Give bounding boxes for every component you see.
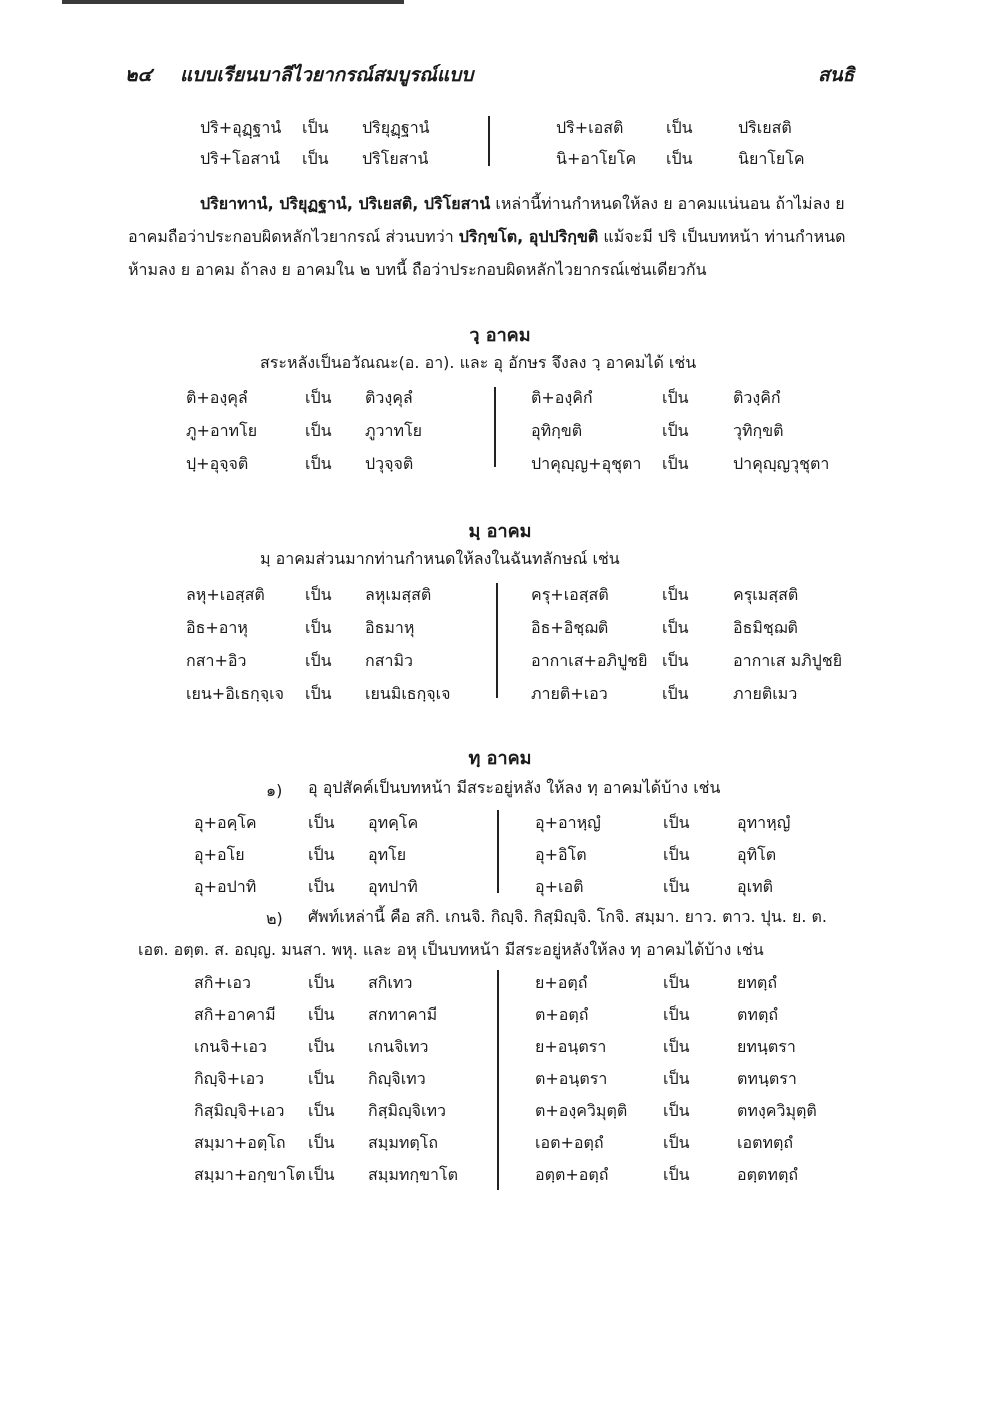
bold-terms: ปริยาทานํ, ปริยุฏฐานํ, ปริเยสติ, ปริโยสานํ [200,194,491,213]
table-cell: เป็น [308,1101,335,1120]
table-row [0,812,1000,842]
table-cell: เกนจิเทว [368,1037,429,1056]
table-cell: ปริเยสติ [738,118,792,137]
table-cell: ครุ+เอสฺสติ [531,585,609,604]
table-cell: เป็น [305,618,332,637]
table-cell: เป็น [663,1133,690,1152]
table-row [0,1164,1000,1194]
section-heading: วฺ อาคม [469,325,531,346]
table-cell: เป็น [305,454,332,473]
table-cell: กสา+อิว [186,651,247,670]
section-intro: มฺ อาคมส่วนมากท่านกำหนดให้ลงในฉันทลักษณ์ เช่น [260,549,620,568]
table-row [0,453,1000,483]
table-cell: ปริโยสานํ [362,149,429,168]
table-row [0,117,1000,147]
table-cell: เป็น [308,1165,335,1184]
text: อาคมถือว่าประกอบผิดหลักไวยากรณ์ ส่วนบทว่า [128,227,459,246]
table-cell: ปริยุฏฺฐานํ [362,118,430,137]
table-cell: อุทิโต [737,845,777,864]
table-cell: กิญฺจิเทว [368,1069,426,1088]
table-cell: ปริ+เอสติ [556,118,624,137]
table-cell: อตฺต+อตฺถํ [535,1165,609,1184]
table-cell: เป็น [302,118,329,137]
page-number: ๒๔ [125,64,152,86]
table-cell: เป็น [308,1069,335,1088]
table-cell: อิธมิชฺฌติ [733,618,798,637]
table-cell: สมฺมทตฺโถ [368,1133,439,1152]
table-cell: สมฺมทกฺขาโต [368,1165,458,1184]
item-text: อุ อุปสัคค์เป็นบทหน้า มีสระอยู่หลัง ให้ลง ทฺ อาคมได้บ้าง เช่น [308,778,721,797]
text: เหล่านี้ท่านกำหนดให้ลง ย อาคมแน่นอน ถ้าไม่ลง ย [490,194,845,213]
table-cell: กิญฺจิ+เอว [194,1069,265,1088]
table-cell: นิยาโยโค [738,149,805,168]
table-row [0,387,1000,417]
table-cell: ยทนฺตรา [737,1037,796,1056]
table-cell: เป็น [662,684,689,703]
table-cell: เป็น [663,973,690,992]
table-cell: ปาคุญฺญ+อุชุตา [531,454,642,473]
table-row [0,972,1000,1002]
table-cell: กิสฺมิญฺจิเทว [368,1101,447,1120]
text: แม้จะมี ปริ เป็นบทหน้า ท่านกำหนด [598,227,846,246]
section-heading: มฺ อาคม [468,521,532,542]
table-cell: เป็น [662,454,689,473]
paragraph-line [200,193,845,215]
table-cell: ภู+อาทโย [186,421,258,440]
table-cell: เป็น [308,845,335,864]
table-cell: ปริ+อุฏฺฐานํ [200,118,282,137]
table-cell: เป็น [302,149,329,168]
table-row [0,584,1000,614]
table-cell: ลหุเมสฺสติ [365,585,432,604]
table-cell: อากาเส มภิปูชยิ [733,651,843,670]
table-cell: อุ+อปาทิ [194,877,257,896]
table-cell: ต+อนฺตรา [535,1069,608,1088]
table-cell: เป็น [662,651,689,670]
table-cell: สกทาคามี [368,1005,438,1024]
table-cell: สมฺมา+อตฺโถ [194,1133,286,1152]
table-cell: อุทิกฺขติ [531,421,583,440]
table-cell: ครุเมสฺสติ [733,585,799,604]
table-cell: ติวงฺคุลํ [365,388,413,407]
table-cell: ตทงฺควิมุตฺติ [737,1101,817,1120]
paragraph-line [128,226,846,248]
section-name: สนธิ [818,64,855,86]
table-cell: เป็น [305,388,332,407]
table-cell: อุ+อิโต [535,845,587,864]
table-cell: ปริ+โอสานํ [200,149,281,168]
table-cell: ย+อตฺถํ [535,973,588,992]
table-cell: สกิ+อาคามี [194,1005,276,1024]
table-cell: เป็น [663,877,690,896]
table-cell: สกิ+เอว [194,973,251,992]
table-cell: อากาเส+อภิปูชยิ [531,651,648,670]
table-row [0,844,1000,874]
table-cell: เป็น [666,149,693,168]
table-cell: อุทโย [368,845,407,864]
table-cell: ภูวาทโย [365,421,423,440]
table-cell: เป็น [666,118,693,137]
top-border-line [62,0,404,4]
table-row [0,683,1000,713]
table-cell: ต+อตฺถํ [535,1005,589,1024]
table-cell: วุทิกฺขติ [733,421,784,440]
table-cell: เป็น [663,1101,690,1120]
item-number: ๑) [266,781,283,800]
section-heading: ทฺ อาคม [468,748,532,769]
table-cell: ปฺ+อุจฺจติ [186,454,249,473]
table-cell: กสามิว [365,651,413,670]
table-cell: ติวงฺคิกํ [733,388,781,407]
table-cell: สมฺมา+อกฺขาโต [194,1165,306,1184]
table-cell: เป็น [663,1165,690,1184]
table-cell: ติ+องฺคิกํ [531,388,593,407]
table-cell: เป็น [308,1037,335,1056]
table-cell: อตฺตทตฺถํ [737,1165,799,1184]
table-row [0,148,1000,178]
table-cell: เป็น [663,1005,690,1024]
table-row [0,1100,1000,1130]
table-row [0,420,1000,450]
table-row [0,617,1000,647]
item-text: ศัพท์เหล่านี้ คือ สกิ. เกนจิ. กิญฺจิ. กิสฺมิญฺจิ. โกจิ. สมฺมา. ยาว. ตาว. ปุน. ย. ต. [308,907,827,926]
table-cell: อิธ+อิชฺฌติ [531,618,609,637]
table-cell: เป็น [662,585,689,604]
table-cell: เป็น [663,813,690,832]
table-cell: อุ+เอติ [535,877,584,896]
table-cell: ตทตฺถํ [737,1005,779,1024]
table-cell: เป็น [662,618,689,637]
table-row [0,1068,1000,1098]
item-text: เอต. อตฺต. ส. อญฺญ. มนสา. พหุ. และ อหุ เป็นบทหน้า มีสระอยู่หลังให้ลง ทฺ อาคมได้บ้าง เช่น [138,940,764,959]
table-cell: เป็น [663,845,690,864]
table-cell: เป็น [305,421,332,440]
table-cell: เอตทตฺถํ [737,1133,794,1152]
table-cell: เอต+อตฺถํ [535,1133,604,1152]
table-cell: อิธ+อาหุ [186,618,248,637]
table-cell: เป็น [308,1005,335,1024]
table-cell: ปวุจฺจติ [365,454,414,473]
table-cell: สกิเทว [368,973,413,992]
table-cell: อุ+อคฺโค [194,813,257,832]
table-cell: อุ+อาหฺญํ [535,813,601,832]
table-cell: ภายติ+เอว [531,684,608,703]
table-row [0,876,1000,906]
table-cell: อุเทติ [737,877,774,896]
table-cell: อิธมาหุ [365,618,415,637]
table-cell: ยทตฺถํ [737,973,777,992]
table-row [0,1004,1000,1034]
table-cell: อุทปาทิ [368,877,418,896]
table-cell: ตทนฺตรา [737,1069,797,1088]
table-cell: ลหุ+เอสฺสติ [186,585,265,604]
table-cell: ย+อนฺตรา [535,1037,607,1056]
table-cell: เป็น [663,1069,690,1088]
table-row [0,1132,1000,1162]
table-cell: เป็น [308,973,335,992]
table-cell: ปาคุญฺญวุชุตา [733,454,830,473]
table-cell: เยนมิเธกฺจฺเจ [365,684,451,703]
table-cell: ติ+องฺคุลํ [186,388,248,407]
item-number: ๒) [266,909,283,928]
table-cell: อุ+อโย [194,845,245,864]
table-cell: อุทคฺโค [368,813,419,832]
paragraph-line: ห้ามลง ย อาคม ถ้าลง ย อาคมใน ๒ บทนี้ ถือว่าประกอบผิดหลักไวยากรณ์เช่นเดียวกัน [128,260,707,279]
table-cell: เป็น [308,813,335,832]
table-cell: เยน+อิเธกฺจฺเจ [186,684,284,703]
table-cell: ภายติเมว [733,684,798,703]
table-cell: เป็น [305,585,332,604]
section-intro: สระหลังเป็นอวัณณะ(อ. อา). และ อุ อักษร จึงลง วฺ อาคมได้ เช่น [260,353,697,372]
table-cell: นิ+อาโยโค [556,149,637,168]
table-cell: เป็น [662,388,689,407]
table-cell: เป็น [305,651,332,670]
table-cell: ต+องฺควิมุตฺติ [535,1101,628,1120]
table-cell: เป็น [308,877,335,896]
table-cell: เกนจิ+เอว [194,1037,267,1056]
table-cell: เป็น [308,1133,335,1152]
bold-terms: ปริกฺขโต, อุปปริกฺขติ [458,227,599,246]
table-cell: เป็น [663,1037,690,1056]
table-row [0,1036,1000,1066]
book-title: แบบเรียนบาลีไวยากรณ์สมบูรณ์แบบ [180,64,474,86]
table-cell: เป็น [662,421,689,440]
table-row [0,650,1000,680]
table-cell: อุทาหฺญํ [737,813,791,832]
table-cell: เป็น [305,684,332,703]
table-cell: กิสฺมิญฺจิ+เอว [194,1101,285,1120]
